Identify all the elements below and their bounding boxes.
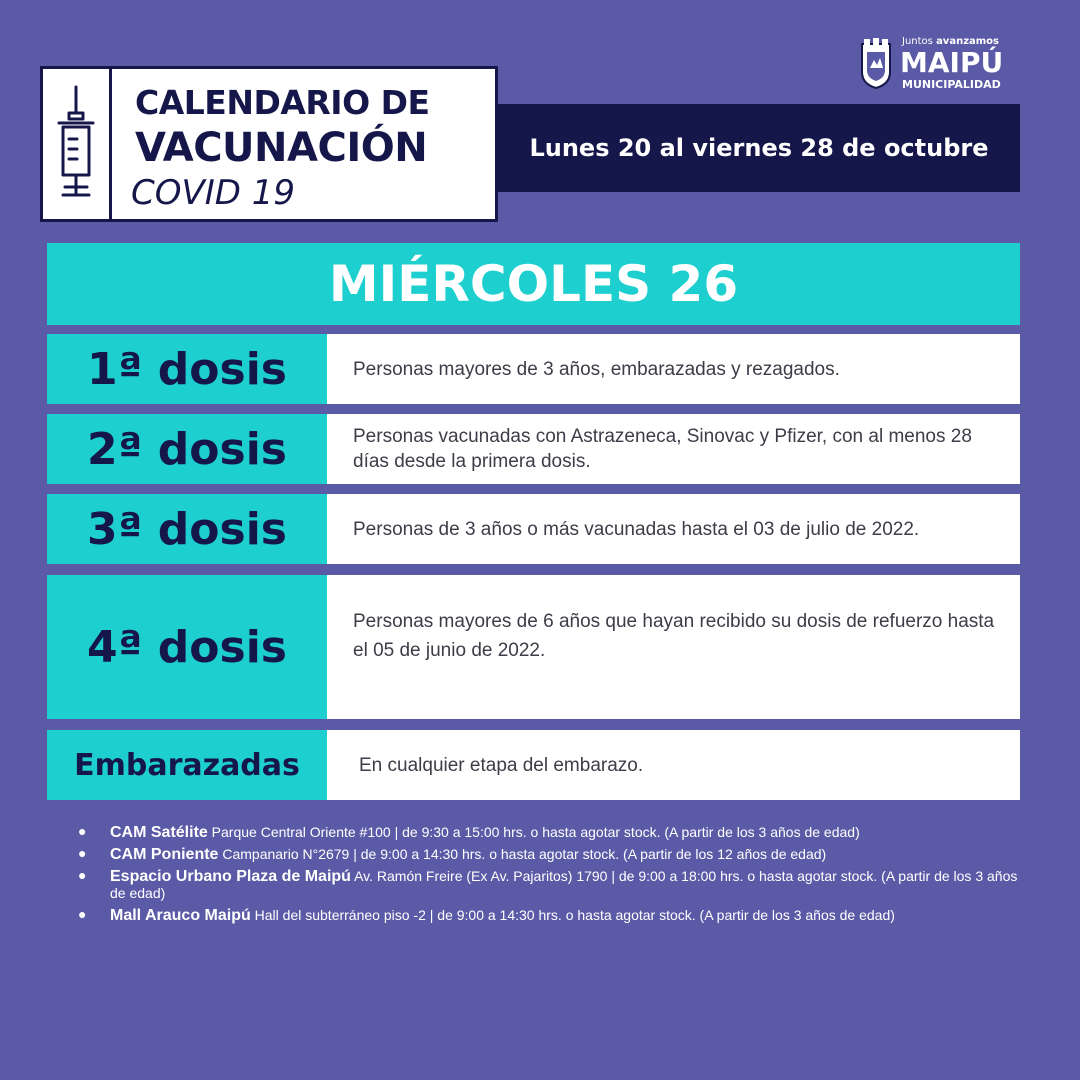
location-item — [78, 824, 1018, 841]
syringe-icon-cell — [43, 69, 112, 219]
logo-tagline: Juntos avanzamos — [902, 36, 1000, 47]
bullet: ● — [78, 867, 87, 883]
dose-description: En cualquier etapa del embarazo. — [327, 730, 1020, 800]
dose-label: 2ª dosis — [47, 414, 327, 484]
location-item — [78, 846, 1018, 863]
location-name: CAM Satélite — [110, 824, 208, 841]
dose-description: Personas de 3 años o más vacunadas hasta el 03 de julio de 2022. — [327, 494, 1020, 564]
vaccination-locations — [78, 824, 1018, 929]
maipu-logo — [858, 36, 1018, 96]
location-details: Campanario N°2679 | de 9:00 a 14:30 hrs. o hasta agotar stock. (A partir de los 12 años de edad) — [218, 846, 827, 862]
dose-row-1 — [47, 334, 1020, 404]
title-line-3: COVID 19 — [131, 173, 296, 213]
dose-label: 1ª dosis — [47, 334, 327, 404]
location-item — [78, 868, 1018, 902]
location-details: Hall del subterráneo piso -2 | de 9:00 a 14:30 hrs. o hasta agotar stock. (A partir de los 3 años de edad) — [250, 907, 895, 923]
dose-description: Personas vacunadas con Astrazeneca, Sinovac y Pfizer, con al menos 28 días desde la primera dosis. — [327, 414, 1020, 484]
dose-label: 3ª dosis — [47, 494, 327, 564]
title-box — [40, 66, 498, 222]
logo-brand: MAIPÚ — [900, 46, 1004, 79]
municipal-shield-icon — [858, 38, 894, 90]
date-range-text: Lunes 20 al viernes 28 de octubre — [529, 134, 989, 162]
title-line-2: VACUNACIÓN — [135, 125, 428, 171]
location-name: Mall Arauco Maipú — [110, 907, 251, 924]
dose-row-4 — [47, 575, 1020, 719]
location-details: Av. Ramón Freire (Ex Av. Pajaritos) 1790 | de 9:00 a 18:00 hrs. o hasta agotar stock. (A partir de los 3 años de edad) — [110, 868, 1018, 901]
location-name: CAM Poniente — [110, 846, 219, 863]
logo-subtitle: MUNICIPALIDAD — [902, 78, 1001, 91]
bullet: ● — [78, 906, 87, 922]
date-range-banner — [498, 104, 1020, 192]
title-line-1: CALENDARIO DE — [135, 83, 430, 122]
day-title: MIÉRCOLES 26 — [328, 255, 739, 313]
syringe-icon — [55, 83, 97, 207]
day-header — [47, 243, 1020, 325]
bullet: ● — [78, 845, 87, 861]
dose-description: Personas mayores de 6 años que hayan recibido su dosis de refuerzo hasta el 05 de junio de 2022. — [327, 575, 1020, 719]
dose-row-2 — [47, 414, 1020, 484]
location-details: Parque Central Oriente #100 | de 9:30 a 15:00 hrs. o hasta agotar stock. (A partir de los 3 años de edad) — [207, 824, 860, 840]
location-item — [78, 907, 1018, 924]
dose-description: Personas mayores de 3 años, embarazadas y rezagados. — [327, 334, 1020, 404]
dose-label: Embarazadas — [47, 730, 327, 800]
dose-row-pregnant — [47, 730, 1020, 800]
bullet: ● — [78, 823, 87, 839]
dose-label: 4ª dosis — [47, 575, 327, 719]
location-name: Espacio Urbano Plaza de Maipú — [110, 868, 351, 885]
dose-row-3 — [47, 494, 1020, 564]
